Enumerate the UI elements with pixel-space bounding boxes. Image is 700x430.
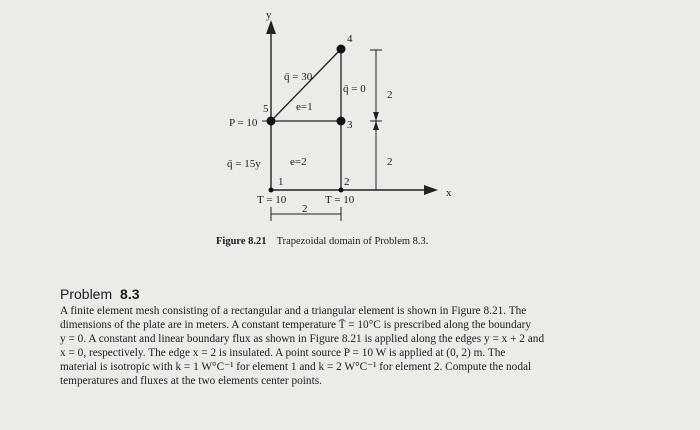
- figure-caption: [216, 236, 428, 247]
- node-5-label: 5: [263, 103, 269, 115]
- node-3-label: 3: [347, 119, 353, 131]
- problem-heading-word: Problem: [60, 286, 113, 302]
- figure-caption-text: Trapezoidal domain of Problem 8.3.: [276, 236, 429, 247]
- problem-heading-number: 8.3: [120, 286, 140, 302]
- figure-caption-label: Figure 8.21: [216, 236, 267, 247]
- y-axis-arrow: [266, 20, 276, 34]
- node-3-marker: [337, 117, 346, 126]
- problem-line: y = 0. A constant and linear boundary flux as shown in Figure 8.21 is applied along the edges y = x + 2 and: [60, 333, 545, 345]
- problem-heading: [60, 286, 140, 302]
- node-2-label: 2: [344, 176, 350, 188]
- element-1-label: e=1: [296, 101, 313, 113]
- x-axis-arrow: [424, 185, 438, 195]
- dimension-arrow: [373, 112, 379, 121]
- problem-line: dimensions of the plate are in meters. A constant temperature T̄ = 10°C is prescribed along the boundary: [60, 319, 532, 331]
- flux-left-label: q̄ = 15y: [227, 158, 261, 170]
- node-2-marker: [339, 188, 344, 193]
- dimension-bottom-label: 2: [302, 203, 308, 215]
- node-4-label: 4: [347, 33, 353, 45]
- dimension-top-label: 2: [387, 89, 393, 101]
- flux-right-label: q̄ = 0: [343, 83, 366, 95]
- y-axis-label: y: [266, 9, 272, 21]
- problem-line: x = 0, respectively. The edge x = 2 is insulated. A point source P = 10 W is applied at (0, 2) m. The: [60, 347, 506, 359]
- temperature-left-label: T = 10: [257, 194, 287, 206]
- flux-top-label: q̄ = 30: [284, 71, 313, 83]
- problem-line: temperatures and fluxes at the two elements center points.: [60, 375, 322, 387]
- node-1-label: 1: [278, 176, 284, 188]
- dimension-right-label: 2: [387, 156, 393, 168]
- element-2-label: e=2: [290, 156, 307, 168]
- node-1-marker: [269, 188, 274, 193]
- problem-line: A finite element mesh consisting of a rectangular and a triangular element is shown in Figure 8.21. The: [60, 305, 527, 317]
- temperature-right-label: T = 10: [325, 194, 355, 206]
- dimension-arrow: [373, 121, 379, 130]
- problem-statement: [60, 304, 632, 388]
- node-4-marker: [337, 45, 346, 54]
- point-source-label: P = 10: [229, 117, 258, 129]
- problem-line: material is isotropic with k = 1 W°C⁻¹ for element 1 and k = 2 W°C⁻¹ for element 2. Compute the nodal: [60, 361, 532, 373]
- x-axis-label: x: [446, 187, 452, 199]
